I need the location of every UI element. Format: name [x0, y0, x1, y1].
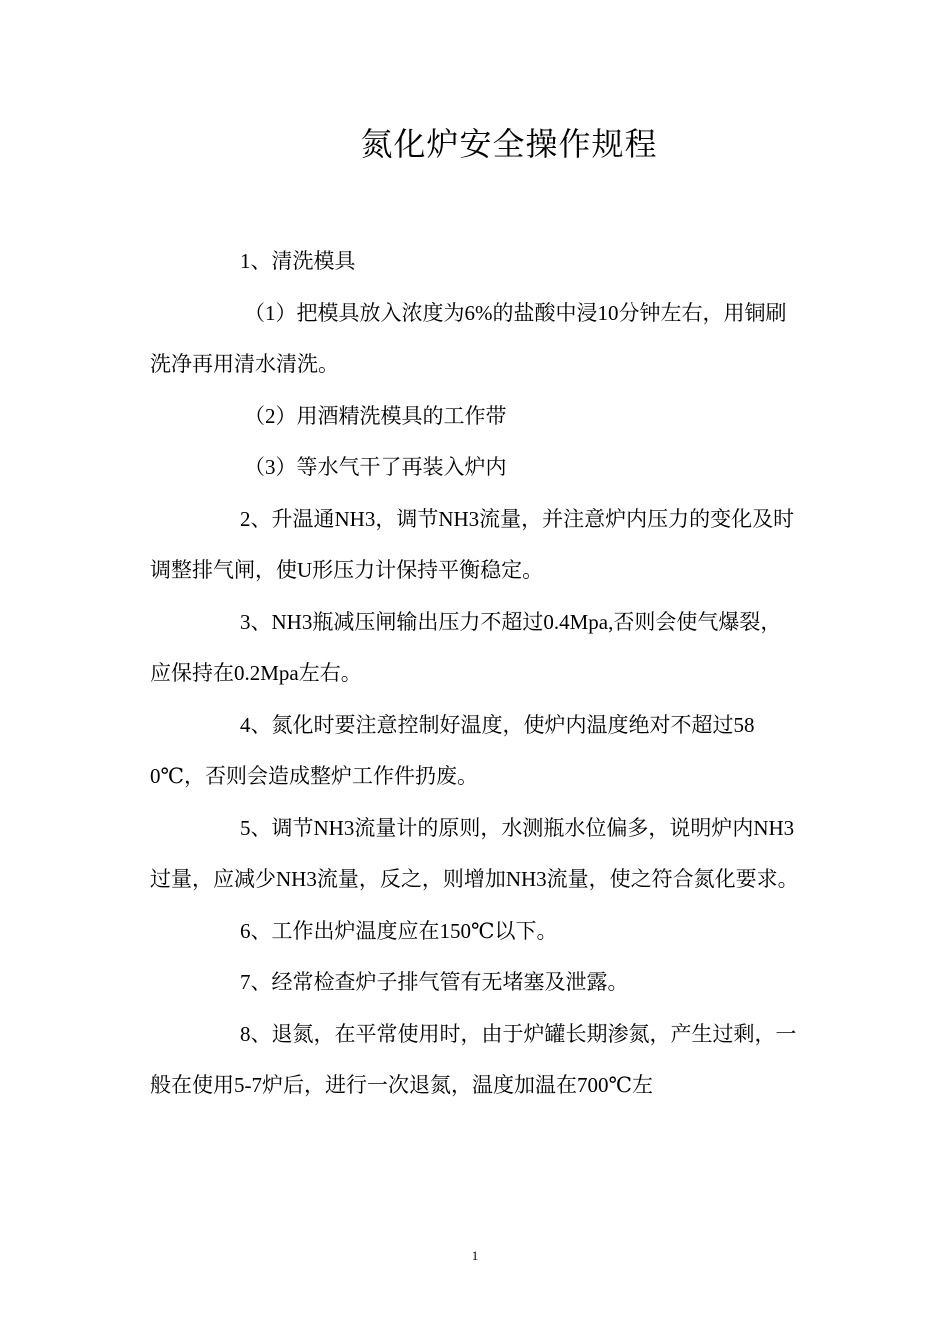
paragraph-step-6: 6、工作出炉温度应在150℃以下。 — [240, 918, 558, 943]
paragraph-step-8: 8、退氮，在平常使用时，由于炉罐长期渗氮，产生过剩，一般在使用5-7炉后，进行一次退氮，温度加温在700℃左 — [150, 1021, 797, 1097]
paragraph-step-3: 3、NH3瓶减压闸输出压力不超过0.4Mpa,否则会使气爆裂，应保持在0.2Mpa左右。 — [150, 609, 782, 685]
paragraph-step-1-sub-2: （2）用酒精洗模具的工作带 — [244, 403, 507, 428]
paragraph-step-4: 4、氮化时要注意控制好温度，使炉内温度绝对不超过580℃，否则会造成整炉工作件扔废。 — [150, 712, 755, 788]
page-number: 1 — [471, 1248, 479, 1263]
paragraph-step-2: 2、升温通NH3，调节NH3流量，并注意炉内压力的变化及时调整排气闸，使U形压力计保持平衡稳定。 — [150, 506, 795, 582]
paragraph-step-5: 5、调节NH3流量计的原则，水测瓶水位偏多，说明炉内NH3过量，应减少NH3流量，反之，则增加NH3流量，使之符合氮化要求。 — [150, 815, 799, 891]
paragraph-step-1-sub-1: （1）把模具放入浓度为6%的盐酸中浸10分钟左右，用铜刷洗净再用清水清洗。 — [150, 300, 787, 376]
page-title: 氮化炉安全操作规程 — [360, 126, 658, 162]
document-body — [150, 236, 800, 1112]
paragraph-step-1: 1、清洗模具 — [240, 249, 356, 273]
paragraph-step-7: 7、经常检查炉子排气管有无堵塞及泄露。 — [240, 970, 629, 994]
paragraph-step-1-sub-3: （3）等水气干了再装入炉内 — [244, 455, 507, 479]
